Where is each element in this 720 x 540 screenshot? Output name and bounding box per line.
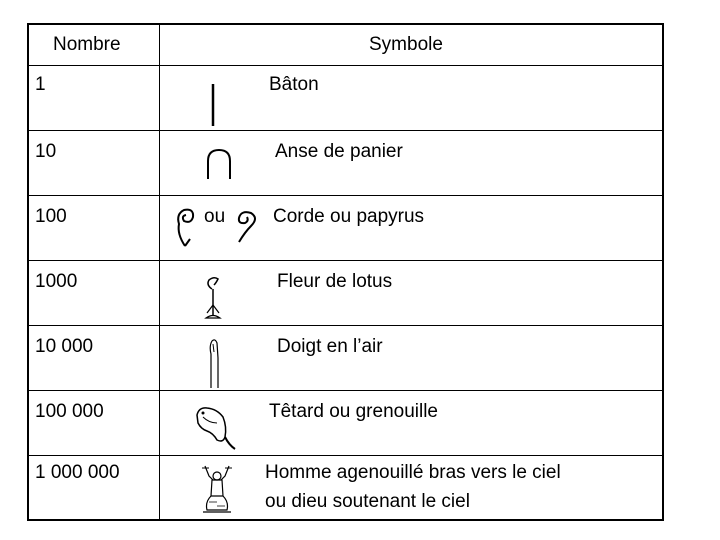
row-label: Anse de panier [275,141,403,162]
table-row [29,130,662,196]
table-row [29,65,662,131]
row-label-line2: ou dieu soutenant le ciel [265,491,470,512]
row-label: Fleur de lotus [277,271,393,292]
homme-glyph-icon [197,462,237,518]
row-number: 1000 [35,271,78,292]
row-number: 1 [35,74,46,95]
row-label: Bâton [269,74,319,95]
table-row [29,260,662,326]
row-number: 100 [35,206,67,227]
tetard-glyph-icon [191,403,239,451]
row-number: 10 [35,141,57,162]
row-number: 10 000 [35,336,94,357]
doigt-glyph-icon [205,336,225,390]
table-row [29,390,662,456]
table-row [29,325,662,391]
anse-glyph-icon [205,147,235,181]
row-label: Doigt en l’air [277,336,383,357]
corde-glyph-icon [172,204,198,250]
row-label: Têtard ou grenouille [269,401,438,422]
header-symbole: Symbole [369,34,443,55]
row-label: Homme agenouillé bras vers le ciel [265,462,561,483]
row-number: 100 000 [35,401,104,422]
corde-variant-glyph-icon [233,208,261,244]
lotus-glyph-icon [203,275,225,325]
row-label: Corde ou papyrus [273,206,425,227]
table-row [29,455,662,522]
table-row [29,195,662,261]
numeration-table [27,23,664,521]
ou-label: ou [204,206,226,227]
row-number: 1 000 000 [35,462,120,483]
baton-glyph-icon [207,82,219,130]
header-nombre: Nombre [53,34,121,55]
